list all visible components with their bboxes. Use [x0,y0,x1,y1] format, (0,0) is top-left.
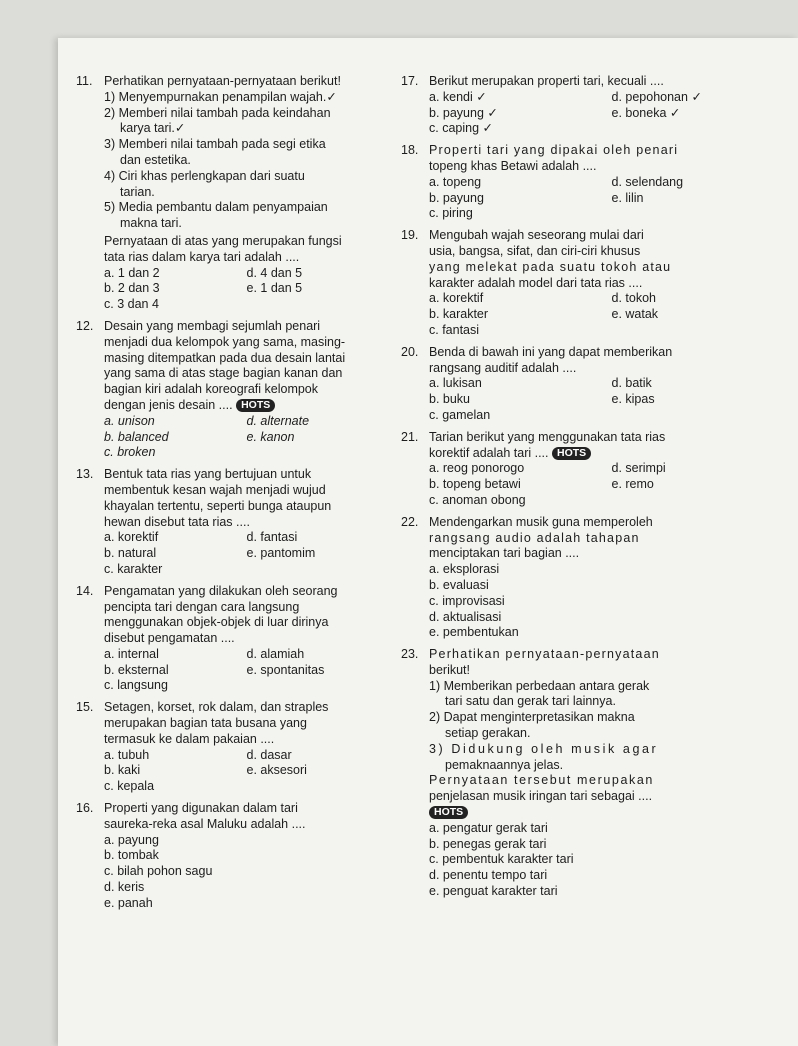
question-stem: Perhatikan pernyataan-pernyataan berikut! [104,74,341,88]
option-d[interactable]: d. 4 dan 5 [246,265,303,280]
question-line: menggunakan objek-objek di luar dirinya [104,615,329,630]
option-e[interactable]: e. boneka ✓ [611,105,681,120]
option-c[interactable]: c. broken [104,445,156,460]
option-b[interactable]: b. karakter [429,307,489,322]
question-ask-cont: penjelasan musik iringan tari sebagai .... [429,789,653,804]
option-e[interactable]: e. watak [611,307,659,322]
option-c[interactable]: c. langsung [104,678,168,693]
question-number: 20. [401,344,419,359]
question-line: saureka-reka asal Maluku adalah .... [104,816,306,831]
hots-row [429,805,786,821]
question-19 [401,228,786,339]
option-d[interactable]: d. keris [104,880,145,895]
option-b[interactable]: b. buku [429,392,471,407]
question-number: 14. [76,583,94,598]
question-line: topeng khas Betawi adalah .... [429,158,597,173]
option-a[interactable]: a. tubuh [104,747,150,762]
question-14 [76,584,381,695]
option-c[interactable]: c. caping ✓ [429,121,493,136]
question-line: Benda di bawah ini yang dapat memberikan [429,344,673,359]
option-d[interactable]: d. aktualisasi [429,609,502,624]
option-e[interactable]: e. 1 dan 5 [246,281,303,296]
question-23 [401,647,786,900]
question-18 [401,143,786,222]
statement-3-cont: dan estetika. [120,152,191,167]
option-c[interactable]: c. anoman obong [429,492,526,507]
question-line: yang sama di atas stage bagian kanan dan [104,366,343,381]
option-d[interactable]: d. batik [611,376,652,391]
question-line [104,398,381,414]
question-12 [76,319,381,461]
option-b[interactable]: b. eksternal [104,662,169,677]
statement-4-cont: tarian. [120,184,155,199]
question-line: berikut! [429,662,470,677]
statement-3-cont: pemaknaannya jelas. [445,757,564,772]
question-line: Berikut merupakan properti tari, kecuali .... [429,74,664,88]
option-b[interactable]: b. payung [429,190,484,205]
question-ask: Pernyataan di atas yang merupakan fungsi [104,233,342,248]
options [429,90,786,137]
option-a[interactable]: a. lukisan [429,376,482,391]
options [429,175,786,222]
options [429,461,786,508]
option-a[interactable]: a. unison [104,413,155,428]
option-c[interactable]: c. piring [429,206,473,221]
option-b[interactable]: b. natural [104,546,157,561]
question-line: bagian kiri adalah koreografi kelompok [104,382,319,397]
question-line: pencipta tari dengan cara langsung [104,599,300,614]
question-line: membentuk kesan wajah menjadi wujud [104,482,326,497]
options [429,376,786,423]
option-e[interactable]: e. spontanitas [246,662,325,677]
question-number: 19. [401,228,419,243]
option-e[interactable]: e. aksesori [246,763,307,778]
left-column [76,74,381,914]
option-b[interactable]: b. balanced [104,429,169,444]
question-number: 15. [76,700,94,715]
question-number: 12. [76,318,94,333]
option-a[interactable]: a. kendi ✓ [429,89,487,104]
question-line: Perhatikan pernyataan-pernyataan [429,647,660,662]
question-line: khayalan tertentu, seperti bunga ataupun [104,498,332,513]
option-d[interactable]: d. alamiah [246,646,305,661]
option-a[interactable]: a. topeng [429,174,482,189]
option-c[interactable]: c. kepala [104,779,155,794]
question-text: korektif adalah tari .... [429,445,549,460]
option-d[interactable]: d. pepohonan ✓ [611,89,702,104]
options [104,530,381,577]
question-15 [76,700,381,795]
option-c[interactable]: c. 3 dan 4 [104,297,159,312]
options [104,414,381,461]
question-line [429,446,786,462]
statement-1: 1) Menyempurnakan penampilan wajah.✓ [104,89,337,104]
question-13 [76,467,381,578]
hots-badge: HOTS [429,806,468,819]
question-number: 18. [401,143,419,158]
question-line: hewan disebut tata rias .... [104,514,250,529]
question-number: 23. [401,647,419,662]
option-c[interactable]: c. gamelan [429,407,491,422]
question-line: usia, bangsa, sifat, dan ciri-ciri khusus [429,243,641,258]
question-line: merupakan bagian tata busana yang [104,716,307,731]
question-line: Desain yang membagi sejumlah penari [104,318,321,333]
option-a[interactable]: a. korektif [104,530,159,545]
option-c[interactable]: c. improvisasi [429,593,505,608]
question-line: Mendengarkan musik guna memperoleh [429,514,653,529]
options [429,291,786,338]
question-line: menjadi dua kelompok yang sama, masing- [104,334,346,349]
right-column [401,74,786,902]
option-b[interactable]: b. tombak [104,848,159,863]
option-e[interactable]: e. panah [104,895,153,910]
statement-2-cont: karya tari.✓ [120,121,186,136]
question-line: Properti tari yang dipakai oleh penari [429,143,679,158]
statement-5: 5) Media pembantu dalam penyampaian [104,200,328,215]
question-number: 21. [401,429,419,444]
option-e[interactable]: e. kipas [611,392,655,407]
options [104,266,381,313]
question-number: 11. [76,74,93,88]
option-a[interactable]: a. korektif [429,291,484,306]
statement-1-cont: tari satu dan gerak tari lainnya. [445,694,616,709]
option-a[interactable]: a. internal [104,646,159,661]
statement-3: 3) Didukung oleh musik agar [429,741,659,756]
question-line: Tarian berikut yang menggunakan tata rias [429,429,666,444]
option-c[interactable]: c. pembentuk karakter tari [429,852,574,867]
question-line: rangsang auditif adalah .... [429,360,577,375]
option-d[interactable]: d. selendang [611,174,684,189]
question-number: 13. [76,467,94,482]
question-number: 22. [401,514,419,529]
option-b[interactable]: b. kaki [104,763,141,778]
option-a[interactable]: a. eksplorasi [429,562,500,577]
question-number: 16. [76,801,94,816]
question-line: Bentuk tata rias yang bertujuan untuk [104,467,312,482]
question-22 [401,515,786,641]
question-line: rangsang audio adalah tahapan [429,530,640,545]
hots-badge: HOTS [552,447,591,460]
statement-4: 4) Ciri khas perlengkapan dari suatu [104,168,305,183]
option-e[interactable]: e. pantomim [246,546,316,561]
question-ask-cont: tata rias dalam karya tari adalah .... [104,249,300,264]
hots-badge: HOTS [236,399,275,412]
question-line: disebut pengamatan .... [104,631,235,646]
statement-5-cont: makna tari. [120,216,182,231]
option-d[interactable]: d. alternate [246,413,310,428]
option-b[interactable]: b. topeng betawi [429,477,521,492]
option-d[interactable]: d. tokoh [611,291,656,306]
option-a[interactable]: a. 1 dan 2 [104,265,160,280]
question-line: masing ditempatkan pada dua desain lantai [104,350,346,365]
question-11 [76,74,381,313]
question-ask: Pernyataan tersebut merupakan [429,773,654,788]
statement-1: 1) Memberikan perbedaan antara gerak [429,678,650,693]
worksheet-page [58,38,798,1046]
question-line: yang melekat pada suatu tokoh atau [429,259,672,274]
option-c[interactable]: c. fantasi [429,322,480,337]
question-21 [401,430,786,509]
option-c[interactable]: c. bilah pohon sagu [104,864,213,879]
question-16 [76,801,381,912]
option-a[interactable]: a. pengatur gerak tari [429,820,548,835]
option-a[interactable]: a. payung [104,832,159,847]
option-b[interactable]: b. 2 dan 3 [104,281,160,296]
option-d[interactable]: d. penentu tempo tari [429,868,548,883]
question-line: karakter adalah model dari tata rias .... [429,275,643,290]
question-text: dengan jenis desain .... [104,397,233,412]
option-e[interactable]: e. kanon [246,429,295,444]
option-b[interactable]: b. evaluasi [429,577,489,592]
statement-2-cont: setiap gerakan. [445,726,531,741]
question-line: Setagen, korset, rok dalam, dan straples [104,700,329,715]
option-b[interactable]: b. penegas gerak tari [429,836,547,851]
question-number: 17. [401,74,419,88]
option-b[interactable]: b. payung ✓ [429,105,498,120]
options [104,647,381,694]
option-d[interactable]: d. serimpi [611,461,666,476]
option-e[interactable]: e. lilin [611,190,644,205]
question-line: menciptakan tari bagian .... [429,546,580,561]
options [104,748,381,795]
question-line: Mengubah wajah seseorang mulai dari [429,228,644,243]
statement-3: 3) Memberi nilai tambah pada segi etika [104,137,326,152]
option-e[interactable]: e. remo [611,477,654,492]
statement-2: 2) Memberi nilai tambah pada keindahan [104,105,331,120]
option-d[interactable]: d. dasar [246,747,292,762]
question-20 [401,345,786,424]
option-e[interactable]: e. pembentukan [429,625,519,640]
question-line: Pengamatan yang dilakukan oleh seorang [104,583,338,598]
question-line: termasuk ke dalam pakaian .... [104,731,275,746]
question-17 [401,74,786,137]
option-a[interactable]: a. reog ponorogo [429,461,525,476]
statement-2: 2) Dapat menginterpretasikan makna [429,710,635,725]
option-d[interactable]: d. fantasi [246,530,298,545]
option-c[interactable]: c. karakter [104,561,163,576]
option-e[interactable]: e. penguat karakter tari [429,884,558,899]
question-line: Properti yang digunakan dalam tari [104,801,298,816]
